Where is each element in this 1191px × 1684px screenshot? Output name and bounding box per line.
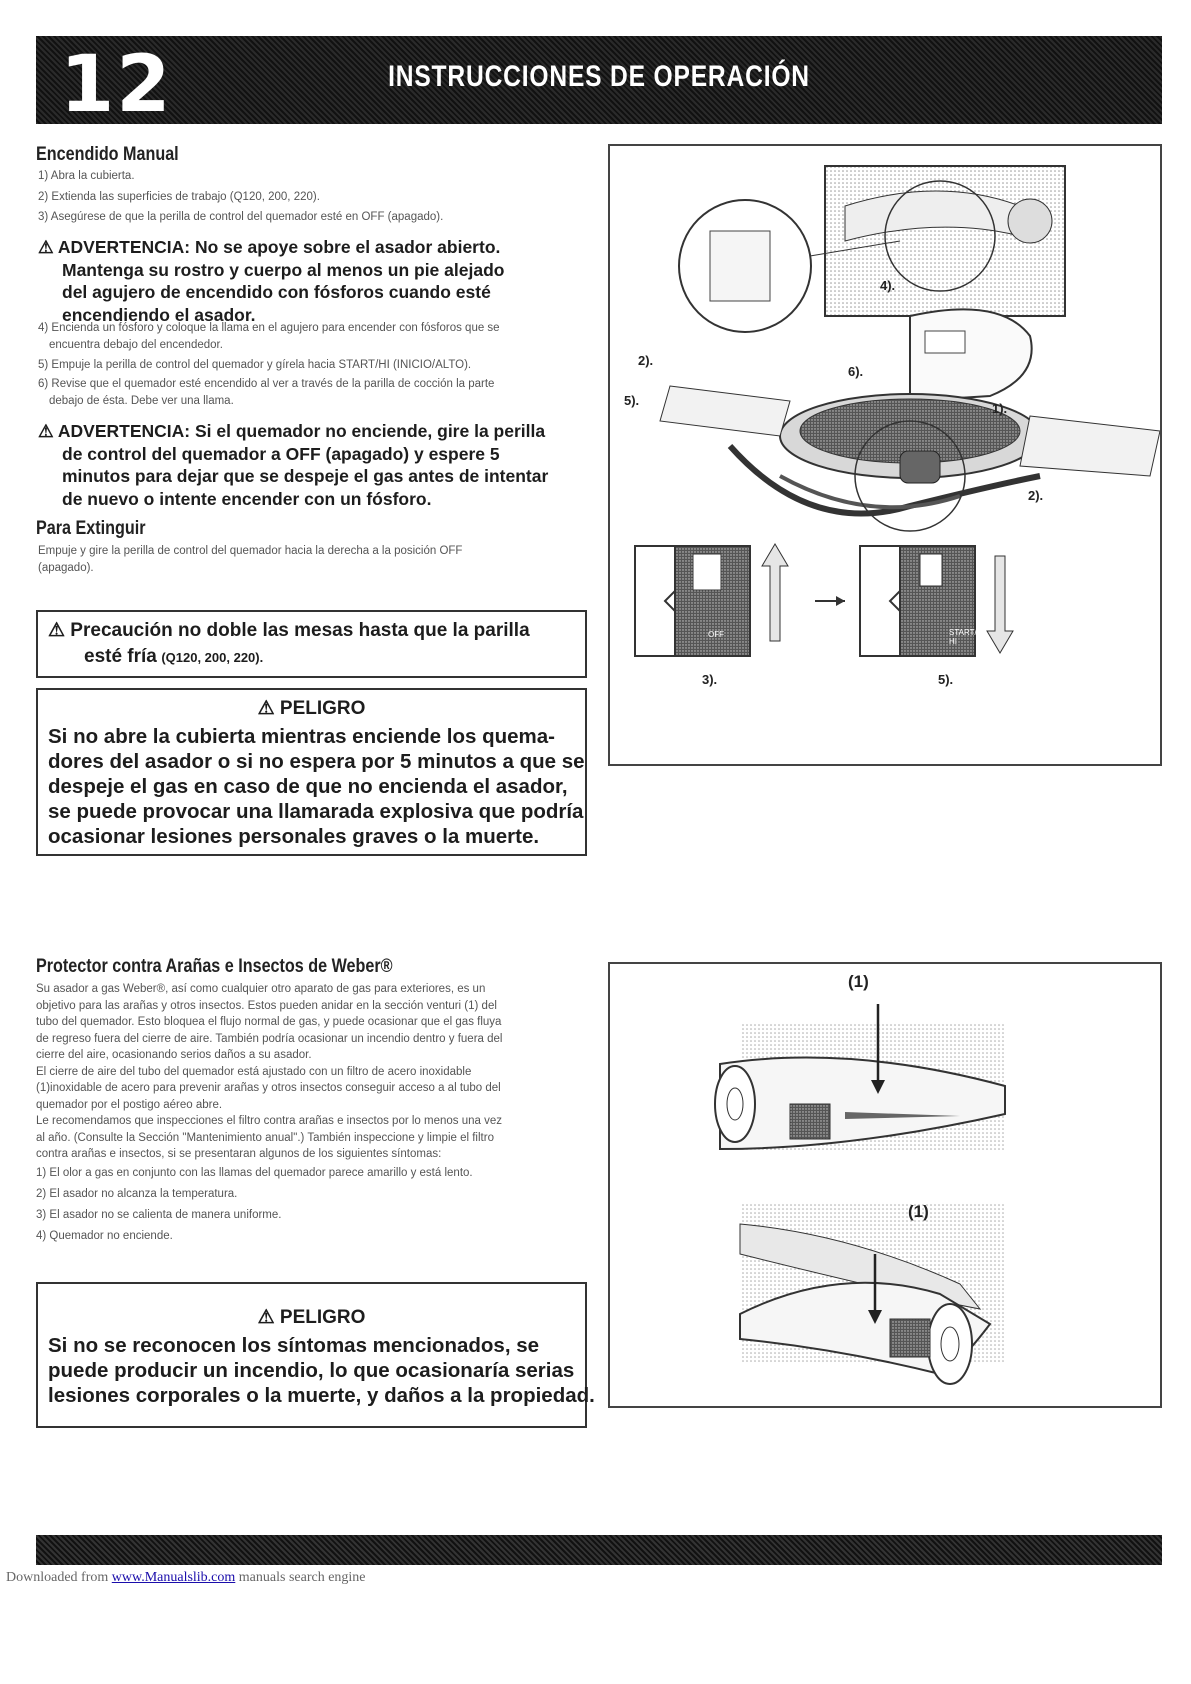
knob — [900, 451, 940, 483]
label-4: 4). — [880, 278, 896, 293]
warning-2-line: minutos para dejar que se despeje el gas antes de intentar — [62, 466, 549, 486]
label-5-bottom: 5). — [938, 672, 954, 687]
caution-line-2 — [84, 646, 263, 670]
danger-2-line: lesiones corporales o la muerte, y daños a la propiedad. — [48, 1384, 595, 1407]
danger-1-line: ocasionar lesiones personales graves o la muerte. — [48, 825, 540, 848]
step-3: 3) Asegúrese de que la perilla de control del quemador esté en OFF (apagado). — [38, 211, 444, 223]
step-1: 1) Abra la cubierta. — [38, 170, 135, 182]
grill-illustration — [610, 146, 1160, 764]
extinguish-heading: Para Extinguir — [36, 518, 146, 539]
grill-lid — [910, 309, 1032, 401]
spider-guard-bottom — [890, 1319, 930, 1357]
warning-2-line: ⚠ ADVERTENCIA: Si el quemador no enciende, gire la perilla — [38, 421, 546, 441]
caution-text: esté fría — [84, 646, 157, 667]
side-table-right — [1020, 416, 1160, 476]
knob-inset — [1008, 199, 1052, 243]
danger-1-line: dores del asador o si no espera por 5 minutos a que se — [48, 750, 585, 773]
step-6-cont: debajo de ésta. Debe ver una llama. — [49, 395, 234, 407]
protector-text — [36, 981, 502, 1247]
burner-tube-illustration — [610, 964, 1160, 1406]
symptom-1: 1) El olor a gas en conjunto con las llamas del quemador parece amarillo y está lento. — [36, 1166, 473, 1179]
manual-heading: Encendido Manual — [36, 144, 179, 165]
warning-2 — [38, 420, 548, 510]
danger-box-2 — [36, 1282, 595, 1428]
header-banner — [36, 36, 1162, 130]
spider-guard-top — [790, 1104, 830, 1139]
igniter-detail — [710, 231, 770, 301]
symptom-2: 2) El asador no alcanza la temperatura. — [36, 1187, 238, 1200]
warning-2-line: de nuevo o intente encender con un fósforo. — [62, 488, 432, 509]
footer-bar — [36, 1535, 1162, 1565]
figure-spider-guard — [608, 962, 1162, 1408]
danger-1-line: despeje el gas en caso de que no encienda el asador, — [48, 775, 568, 798]
step-4: 4) Encienda un fósforo y coloque la llama en el agujero para encender con fósforos que se — [38, 322, 500, 334]
danger-1-text — [38, 724, 585, 849]
label-1: 1). — [992, 401, 1008, 416]
extinguish-line: (apagado). — [38, 562, 94, 574]
footer-suffix: manuals search engine — [238, 1570, 366, 1585]
side-table-left — [660, 386, 790, 436]
extinguish-line: Empuje y gire la perilla de control del quemador hacia la derecha a la posición OFF — [38, 545, 463, 557]
protector-line: Le recomendamos que inspecciones el filtro contra arañas e insectos por lo menos una vez — [36, 1115, 503, 1127]
page-number: 12 — [60, 40, 173, 130]
protector-line: al año. (Consulte la Sección "Mantenimiento anual".) También inspeccione y limpie el filtro — [36, 1131, 494, 1144]
warning-1-line: Mantenga su rostro y cuerpo al menos un pie alejado — [62, 259, 505, 280]
footer-prefix: Downloaded from — [6, 1570, 112, 1585]
danger-2-title: ⚠ PELIGRO — [257, 1307, 366, 1328]
manualslib-link[interactable]: www.Manualslib.com — [111, 1570, 236, 1585]
label-1-top: (1) — [848, 972, 869, 991]
protector-line: tubo del quemador. Esto bloquea el flujo normal de gas, y puede ocasionar que el gas fluya — [36, 1016, 502, 1028]
protector-line: objetivo para las arañas y otros insectos. Estos pueden anidar en la sección venturi (1) del — [36, 999, 497, 1012]
danger-1-title: ⚠ PELIGRO — [257, 698, 366, 719]
protector-line: Su asador a gas Weber®, así como cualquier otro aparato de gas para exteriores, es un — [36, 983, 486, 995]
caution-line-1: ⚠ Precaución no doble las mesas hasta que la parilla — [48, 620, 530, 641]
warning-1-line: ⚠ ADVERTENCIA: No se apoye sobre el asador abierto. — [38, 237, 501, 257]
caution-models: (Q120, 200, 220). — [161, 650, 264, 665]
symptom-3: 3) El asador no se calienta de manera uniforme. — [36, 1208, 282, 1221]
warning-2-line: de control del quemador a OFF (apagado) y espere 5 — [62, 443, 500, 464]
steps-a — [38, 166, 443, 228]
danger-2-line: Si no se reconocen los síntomas mencionados, se — [48, 1334, 540, 1357]
warning-1 — [38, 236, 504, 326]
knob-diagram-off — [635, 544, 788, 656]
protector-line: de regreso fuera del cierre de aire. También podría ocasionar un incendio dentro y fuera del — [36, 1032, 503, 1045]
footer — [6, 1570, 366, 1586]
protector-line: El cierre de aire del tubo del quemador está ajustado con un filtro de acero inoxidable — [36, 1065, 472, 1078]
knob-start-label: START/ HI — [949, 628, 977, 646]
danger-box-1 — [36, 688, 587, 856]
danger-1-line: se puede provocar una llamarada explosiva que podría — [48, 800, 584, 823]
steps-b — [38, 320, 500, 410]
label-3: 3). — [702, 672, 718, 687]
label-5: 5). — [624, 393, 640, 408]
label-2-right: 2). — [1028, 488, 1044, 503]
extinguish-text — [38, 543, 462, 577]
caution-box — [36, 610, 587, 678]
knob-diagram-start — [860, 546, 1013, 656]
label-6: 6). — [848, 364, 864, 379]
page-title: INSTRUCCIONES DE OPERACIÓN — [388, 60, 810, 93]
protector-line: contra arañas e insectos, si se presentaran algunos de los siguientes síntomas: — [36, 1148, 442, 1160]
protector-heading: Protector contra Arañas e Insectos de Weber® — [36, 956, 393, 977]
label-1-bottom: (1) — [908, 1202, 929, 1221]
symptom-4: 4) Quemador no enciende. — [36, 1229, 173, 1242]
step-4-cont: encuentra debajo del encendedor. — [49, 339, 223, 351]
step-2: 2) Extienda las superficies de trabajo (Q120, 200, 220). — [38, 190, 320, 203]
protector-line: cierre del aire, ocasionando serios daños a su asador. — [36, 1049, 312, 1061]
danger-1-line: Si no abre la cubierta mientras enciende los quema- — [48, 725, 555, 748]
danger-2-text — [38, 1333, 595, 1408]
danger-2-line: puede producir un incendio, lo que ocasionaría serias — [48, 1359, 575, 1382]
label-2-left: 2). — [638, 353, 654, 368]
warning-1-line: encendiendo el asador. — [62, 304, 256, 325]
knob-off-label: OFF — [708, 630, 724, 639]
protector-line: (1)inoxidable de acero para prevenir arañas y otros insectos conseguir acceso a al tubo del — [36, 1082, 501, 1094]
figure-lighting — [608, 144, 1162, 766]
step-5: 5) Empuje la perilla de control del quemador y gírela hacia START/HI (INICIO/ALTO). — [38, 359, 472, 371]
step-6: 6) Revise que el quemador esté encendido al ver a través de la parilla de cocción la parte — [38, 378, 495, 390]
warning-1-line: del agujero de encendido con fósforos cuando esté — [62, 282, 491, 302]
protector-line: quemador por el postigo aéreo abre. — [36, 1098, 223, 1111]
